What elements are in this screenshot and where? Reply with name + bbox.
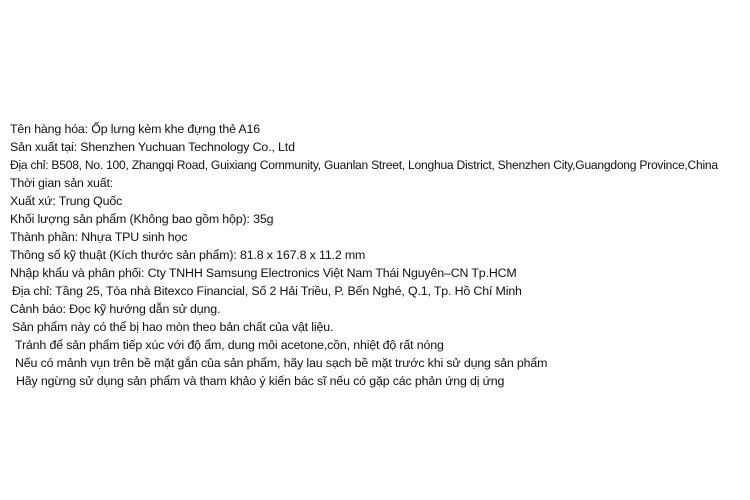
product-name-line: Tên hàng hóa: Ốp lưng kèm khe đựng thẻ A16 — [10, 122, 261, 136]
warning-line: Cảnh báo: Đọc kỹ hướng dẫn sử dụng. — [10, 302, 221, 316]
manufacturer-address-line: Địa chỉ: B508, No. 100, Zhangqi Road, Guixiang Community, Guanlan Street, Longhua District, Shenzhen City,Guangdong Province,China — [10, 158, 718, 172]
production-time-line: Thời gian sản xuất: — [10, 176, 114, 190]
warning-debris-line: Nếu có mảnh vụn trên bề mặt gắn của sản phẩm, hãy lau sạch bề mặt trước khi sử dụng sản phẩm — [15, 356, 548, 370]
importer-line: Nhập khẩu và phân phối: Cty TNHH Samsung Electronics Việt Nam Thái Nguyên–CN Tp.HCM — [10, 266, 517, 280]
warning-allergy-line: Hãy ngừng sử dụng sản phẩm và tham khảo ý kiến bác sĩ nếu có gặp các phản ứng dị ứng — [16, 374, 505, 388]
weight-line: Khối lượng sản phẩm (Không bao gồm hộp): 35g — [10, 212, 274, 226]
importer-address-line: Địa chỉ: Tầng 25, Tòa nhà Bitexco Financial, Số 2 Hải Triều, P. Bến Nghé, Q.1, Tp. Hồ Chí Minh — [12, 284, 522, 298]
warning-wear-line: Sản phẩm này có thể bị hao mòn theo bản chất của vật liệu. — [12, 320, 334, 334]
product-label-text — [10, 120, 746, 390]
dimensions-line: Thông số kỹ thuật (Kích thước sản phẩm): 81.8 x 167.8 x 11.2 mm — [10, 248, 366, 262]
warning-moisture-line: Tránh để sản phẩm tiếp xúc với độ ẩm, dung môi acetone,cồn, nhiệt độ rất nóng — [15, 338, 444, 352]
manufacturer-line: Sản xuất tại: Shenzhen Yuchuan Technology Co., Ltd — [10, 140, 295, 154]
material-line: Thành phần: Nhựa TPU sinh học — [10, 230, 188, 244]
origin-line: Xuất xứ: Trung Quốc — [10, 194, 123, 208]
